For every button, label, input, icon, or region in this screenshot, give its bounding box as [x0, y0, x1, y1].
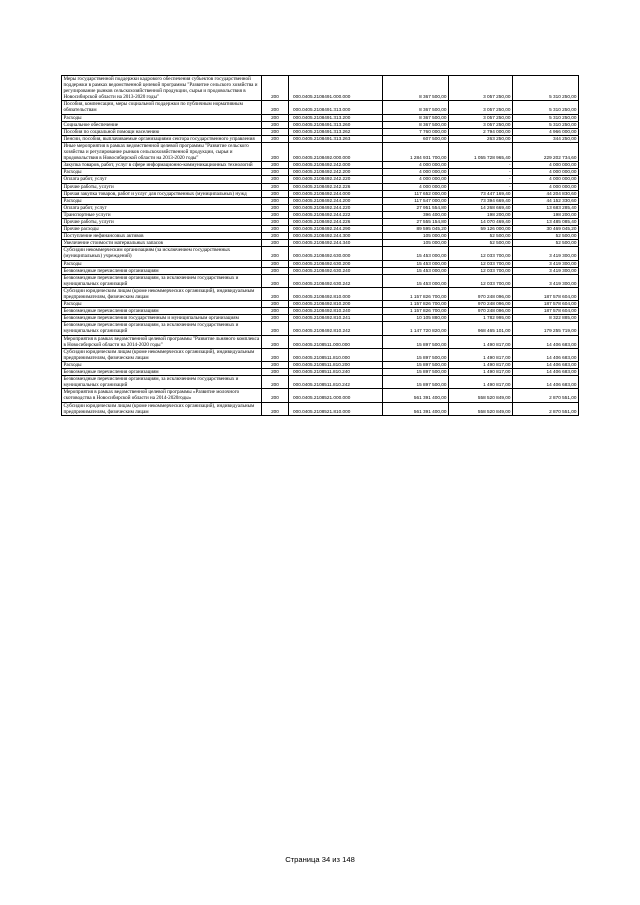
- row-classification-code-cell: 000.0405.2108491.313.200: [289, 114, 383, 121]
- table-row: [62, 361, 579, 368]
- row-executed-amount-cell: 968 465 101,00: [449, 322, 513, 335]
- row-executed-amount-cell: 263 250,00: [449, 135, 513, 142]
- row-classification-code-cell: 000.0405.2108492.000.000: [289, 142, 383, 161]
- row-executed-amount-cell: 73 447 169,40: [449, 190, 513, 197]
- row-classification-code-cell: 000.0405.2108492.244.000: [289, 190, 383, 197]
- row-code-cell: 200: [262, 240, 289, 247]
- row-classification-code-cell: 000.0405.2108521.810.000: [289, 402, 383, 415]
- row-name-cell: Прочие работы, услуги: [62, 183, 262, 190]
- row-approved-amount-cell: 15 453 000,00: [383, 260, 449, 267]
- row-unexecuted-amount-cell: 3 419 300,00: [513, 260, 579, 267]
- row-unexecuted-amount-cell: 5 310 250,00: [513, 101, 579, 114]
- row-code-cell: 200: [262, 190, 289, 197]
- budget-execution-table: [61, 75, 579, 416]
- row-executed-amount-cell: -: [449, 183, 513, 190]
- row-executed-amount-cell: 12 033 700,00: [449, 267, 513, 274]
- row-name-cell: Расходы: [62, 301, 262, 308]
- row-name-cell: Безвозмездные перечисления государственным и муниципальным организациям: [62, 315, 262, 322]
- row-name-cell: Субсидии юридическим лицам (кроме некоммерческих организаций), индивидуальным предпринимателям, физическим лицам: [62, 402, 262, 415]
- row-code-cell: 200: [262, 287, 289, 300]
- row-code-cell: 200: [262, 114, 289, 121]
- row-code-cell: 200: [262, 335, 289, 348]
- row-code-cell: 200: [262, 361, 289, 368]
- row-unexecuted-amount-cell: 8 322 885,00: [513, 315, 579, 322]
- table-row: [62, 267, 579, 274]
- row-executed-amount-cell: 970 248 096,00: [449, 308, 513, 315]
- table-row: [62, 274, 579, 287]
- table-row: [62, 204, 579, 211]
- row-approved-amount-cell: 117 652 000,00: [383, 190, 449, 197]
- row-classification-code-cell: 000.0405.2108492.630.000: [289, 247, 383, 260]
- row-approved-amount-cell: 1 284 931 700,00: [383, 142, 449, 161]
- row-executed-amount-cell: 1 490 817,00: [449, 376, 513, 389]
- row-code-cell: 200: [262, 274, 289, 287]
- table-row: [62, 101, 579, 114]
- row-name-cell: Расходы: [62, 197, 262, 204]
- row-classification-code-cell: 000.0405.2108492.242.200: [289, 169, 383, 176]
- row-unexecuted-amount-cell: 187 578 604,00: [513, 301, 579, 308]
- table-row: [62, 233, 579, 240]
- row-name-cell: Безвозмездные перечисления организациям: [62, 308, 262, 315]
- row-unexecuted-amount-cell: 2 870 551,00: [513, 402, 579, 415]
- row-code-cell: 200: [262, 183, 289, 190]
- row-approved-amount-cell: 27 555 154,80: [383, 218, 449, 225]
- row-code-cell: 200: [262, 204, 289, 211]
- table-row: [62, 114, 579, 121]
- row-approved-amount-cell: 15 453 000,00: [383, 274, 449, 287]
- row-classification-code-cell: 000.0405.2108511.810.200: [289, 361, 383, 368]
- row-unexecuted-amount-cell: 4 966 000,00: [513, 128, 579, 135]
- row-executed-amount-cell: -: [449, 169, 513, 176]
- table-row: [62, 301, 579, 308]
- row-code-cell: 200: [262, 121, 289, 128]
- row-code-cell: 200: [262, 128, 289, 135]
- row-name-cell: Поступление нефинансовых активов: [62, 233, 262, 240]
- row-code-cell: 200: [262, 247, 289, 260]
- row-unexecuted-amount-cell: 5 310 250,00: [513, 114, 579, 121]
- row-unexecuted-amount-cell: 4 000 000,00: [513, 176, 579, 183]
- row-executed-amount-cell: 3 057 250,00: [449, 76, 513, 101]
- table-row: [62, 183, 579, 190]
- row-code-cell: 200: [262, 176, 289, 183]
- row-classification-code-cell: 000.0405.2108492.810.000: [289, 287, 383, 300]
- row-unexecuted-amount-cell: 4 000 000,00: [513, 162, 579, 169]
- row-approved-amount-cell: 105 000,00: [383, 233, 449, 240]
- row-name-cell: Прочая закупка товаров, работ и услуг для государственных (муниципальных) нужд: [62, 190, 262, 197]
- table-row: [62, 226, 579, 233]
- row-name-cell: Социальное обеспечение: [62, 121, 262, 128]
- row-approved-amount-cell: 8 367 500,00: [383, 121, 449, 128]
- row-approved-amount-cell: 4 000 000,00: [383, 162, 449, 169]
- row-classification-code-cell: 000.0405.2108492.244.300: [289, 233, 383, 240]
- table-row: [62, 197, 579, 204]
- table-row: [62, 287, 579, 300]
- row-executed-amount-cell: 59 126 000,00: [449, 226, 513, 233]
- row-approved-amount-cell: 105 000,00: [383, 240, 449, 247]
- row-executed-amount-cell: 1 490 817,00: [449, 335, 513, 348]
- row-approved-amount-cell: 396 400,00: [383, 211, 449, 218]
- row-name-cell: Субсидии юридическим лицам (кроме некоммерческих организаций), индивидуальным предпринимателям, физическим лицам: [62, 287, 262, 300]
- row-unexecuted-amount-cell: 5 310 250,00: [513, 121, 579, 128]
- row-classification-code-cell: 000.0405.2108492.242.226: [289, 183, 383, 190]
- row-name-cell: Прочие расходы: [62, 226, 262, 233]
- row-classification-code-cell: 000.0405.2108492.242.000: [289, 162, 383, 169]
- row-classification-code-cell: 000.0405.2108492.810.241: [289, 315, 383, 322]
- row-executed-amount-cell: 52 500,00: [449, 233, 513, 240]
- row-unexecuted-amount-cell: 3 419 300,00: [513, 247, 579, 260]
- row-approved-amount-cell: 561 391 400,00: [383, 389, 449, 402]
- row-classification-code-cell: 000.0405.2108511.810.242: [289, 376, 383, 389]
- budget-table-page: [61, 75, 578, 416]
- row-unexecuted-amount-cell: 179 255 719,00: [513, 322, 579, 335]
- row-executed-amount-cell: 1 490 817,00: [449, 348, 513, 361]
- row-name-cell: Прочие работы, услуги: [62, 218, 262, 225]
- row-code-cell: 200: [262, 101, 289, 114]
- row-classification-code-cell: 000.0405.2108491.313.262: [289, 128, 383, 135]
- table-row: [62, 247, 579, 260]
- row-code-cell: 200: [262, 76, 289, 101]
- row-unexecuted-amount-cell: 13 683 285,40: [513, 204, 579, 211]
- row-name-cell: Безвозмездные перечисления организациям: [62, 369, 262, 376]
- row-executed-amount-cell: 1 782 995,00: [449, 315, 513, 322]
- row-classification-code-cell: 000.0405.2108492.810.242: [289, 322, 383, 335]
- row-classification-code-cell: 000.0405.2108492.244.290: [289, 226, 383, 233]
- row-approved-amount-cell: 1 157 826 700,00: [383, 301, 449, 308]
- table-body: [62, 76, 579, 416]
- table-row: [62, 240, 579, 247]
- row-classification-code-cell: 000.0405.2108491.000.000: [289, 76, 383, 101]
- row-unexecuted-amount-cell: 187 578 604,00: [513, 287, 579, 300]
- row-executed-amount-cell: 1 055 728 965,40: [449, 142, 513, 161]
- row-code-cell: 200: [262, 369, 289, 376]
- row-unexecuted-amount-cell: 344 250,00: [513, 135, 579, 142]
- row-classification-code-cell: 000.0405.2108491.313.000: [289, 101, 383, 114]
- row-name-cell: Расходы: [62, 169, 262, 176]
- row-unexecuted-amount-cell: 5 310 250,00: [513, 76, 579, 101]
- row-executed-amount-cell: 14 070 469,40: [449, 218, 513, 225]
- row-name-cell: Закупка товаров, работ, услуг в сфере информационно-коммуникационных технологий: [62, 162, 262, 169]
- row-code-cell: 200: [262, 260, 289, 267]
- row-name-cell: Оплата работ, услуг: [62, 204, 262, 211]
- row-unexecuted-amount-cell: 198 200,00: [513, 211, 579, 218]
- row-code-cell: 200: [262, 315, 289, 322]
- row-classification-code-cell: 000.0405.2108492.810.240: [289, 308, 383, 315]
- row-approved-amount-cell: 7 760 000,00: [383, 128, 449, 135]
- table-row: [62, 142, 579, 161]
- row-unexecuted-amount-cell: 4 000 000,00: [513, 183, 579, 190]
- table-row: [62, 322, 579, 335]
- table-row: [62, 128, 579, 135]
- row-code-cell: 200: [262, 267, 289, 274]
- row-classification-code-cell: 000.0405.2108492.242.220: [289, 176, 383, 183]
- row-name-cell: Иные мероприятия в рамках ведомственной целевой программы "Развитие сельского хозяйства и регулирование рынков сельскохозяйственной продукции, сырья и продовольствия в Новосибирской области на 2013-2020 годы": [62, 142, 262, 161]
- row-approved-amount-cell: 1 157 826 700,00: [383, 287, 449, 300]
- row-name-cell: Субсидии некоммерческим организациям (за исключением государственных (муниципальных) учреждений): [62, 247, 262, 260]
- table-row: [62, 190, 579, 197]
- row-executed-amount-cell: 73 394 669,40: [449, 197, 513, 204]
- row-classification-code-cell: 000.0405.2108511.810.000: [289, 348, 383, 361]
- row-code-cell: 200: [262, 169, 289, 176]
- row-unexecuted-amount-cell: 187 578 604,00: [513, 308, 579, 315]
- row-code-cell: 200: [262, 211, 289, 218]
- row-classification-code-cell: 000.0405.2108492.244.340: [289, 240, 383, 247]
- row-executed-amount-cell: 52 500,00: [449, 240, 513, 247]
- row-approved-amount-cell: 15 453 000,00: [383, 247, 449, 260]
- row-name-cell: Расходы: [62, 361, 262, 368]
- row-code-cell: 200: [262, 389, 289, 402]
- row-code-cell: 200: [262, 348, 289, 361]
- table-row: [62, 369, 579, 376]
- table-row: [62, 76, 579, 101]
- row-executed-amount-cell: 12 033 700,00: [449, 247, 513, 260]
- row-unexecuted-amount-cell: 14 406 683,00: [513, 376, 579, 389]
- table-row: [62, 376, 579, 389]
- row-executed-amount-cell: 1 490 817,00: [449, 369, 513, 376]
- row-unexecuted-amount-cell: 30 469 045,20: [513, 226, 579, 233]
- row-unexecuted-amount-cell: 14 406 683,00: [513, 361, 579, 368]
- row-name-cell: Пособия по социальной помощи населению: [62, 128, 262, 135]
- row-approved-amount-cell: 10 105 880,00: [383, 315, 449, 322]
- row-unexecuted-amount-cell: 2 870 551,00: [513, 389, 579, 402]
- row-code-cell: 200: [262, 135, 289, 142]
- row-code-cell: 200: [262, 308, 289, 315]
- row-unexecuted-amount-cell: 52 500,00: [513, 240, 579, 247]
- row-name-cell: Мероприятия в рамках ведомственной целевой программы «Развитие молочного скотоводства в Новосибирской области на 2014-2020годы»: [62, 389, 262, 402]
- row-code-cell: 200: [262, 142, 289, 161]
- row-approved-amount-cell: 15 897 500,00: [383, 348, 449, 361]
- table-row: [62, 389, 579, 402]
- row-classification-code-cell: 000.0405.2108492.630.242: [289, 274, 383, 287]
- row-approved-amount-cell: 4 000 000,00: [383, 169, 449, 176]
- table-row: [62, 211, 579, 218]
- row-approved-amount-cell: 15 453 000,00: [383, 267, 449, 274]
- row-code-cell: 200: [262, 197, 289, 204]
- table-row: [62, 335, 579, 348]
- row-unexecuted-amount-cell: 4 000 000,00: [513, 169, 579, 176]
- row-classification-code-cell: 000.0405.2108511.000.000: [289, 335, 383, 348]
- row-approved-amount-cell: 15 897 500,00: [383, 361, 449, 368]
- row-executed-amount-cell: 558 520 849,00: [449, 402, 513, 415]
- row-unexecuted-amount-cell: 229 202 734,60: [513, 142, 579, 161]
- row-approved-amount-cell: 27 951 554,80: [383, 204, 449, 211]
- row-unexecuted-amount-cell: 44 152 330,60: [513, 197, 579, 204]
- row-approved-amount-cell: 4 000 000,00: [383, 183, 449, 190]
- table-row: [62, 308, 579, 315]
- row-approved-amount-cell: 15 897 500,00: [383, 376, 449, 389]
- table-row: [62, 260, 579, 267]
- row-approved-amount-cell: 8 367 500,00: [383, 76, 449, 101]
- row-classification-code-cell: 000.0405.2108492.244.200: [289, 197, 383, 204]
- row-code-cell: 200: [262, 301, 289, 308]
- row-executed-amount-cell: 1 490 817,00: [449, 361, 513, 368]
- row-name-cell: Субсидии юридическим лицам (кроме некоммерческих организаций), индивидуальным предпринимателям, физическим лицам: [62, 348, 262, 361]
- row-code-cell: 200: [262, 322, 289, 335]
- row-approved-amount-cell: 15 897 500,00: [383, 335, 449, 348]
- row-approved-amount-cell: 8 367 500,00: [383, 114, 449, 121]
- row-classification-code-cell: 000.0405.2108492.244.220: [289, 204, 383, 211]
- row-classification-code-cell: 000.0405.2108492.244.222: [289, 211, 383, 218]
- row-code-cell: 200: [262, 226, 289, 233]
- row-executed-amount-cell: -: [449, 176, 513, 183]
- row-unexecuted-amount-cell: 14 406 683,00: [513, 335, 579, 348]
- row-classification-code-cell: 000.0405.2108492.630.240: [289, 267, 383, 274]
- row-classification-code-cell: 000.0405.2108492.630.200: [289, 260, 383, 267]
- row-approved-amount-cell: 117 547 000,00: [383, 197, 449, 204]
- row-name-cell: Расходы: [62, 114, 262, 121]
- row-unexecuted-amount-cell: 3 419 300,00: [513, 274, 579, 287]
- row-name-cell: Оплата работ, услуг: [62, 176, 262, 183]
- row-name-cell: Пенсии, пособия, выплачиваемые организациями сектора государственного управления: [62, 135, 262, 142]
- table-row: [62, 218, 579, 225]
- row-classification-code-cell: 000.0405.2108521.000.000: [289, 389, 383, 402]
- row-executed-amount-cell: 3 057 250,00: [449, 114, 513, 121]
- row-executed-amount-cell: 2 794 000,00: [449, 128, 513, 135]
- row-unexecuted-amount-cell: 44 204 830,60: [513, 190, 579, 197]
- row-approved-amount-cell: 607 500,00: [383, 135, 449, 142]
- row-approved-amount-cell: 1 157 826 700,00: [383, 308, 449, 315]
- row-classification-code-cell: 000.0405.2108492.810.200: [289, 301, 383, 308]
- row-unexecuted-amount-cell: 52 500,00: [513, 233, 579, 240]
- row-approved-amount-cell: 15 897 500,00: [383, 369, 449, 376]
- row-code-cell: 200: [262, 162, 289, 169]
- table-row: [62, 121, 579, 128]
- row-name-cell: Безвозмездные перечисления организациям, за исключением государственных и муниципальных организаций: [62, 376, 262, 389]
- row-name-cell: Транспортные услуги: [62, 211, 262, 218]
- table-row: [62, 176, 579, 183]
- row-name-cell: Меры государственной поддержки кадрового обеспечения субъектов государственной поддержки в рамках ведомственной целевой программы "Развитие сельского хозяйства и регулирование рынков сельскохозяйственной продукции, сырья и продовольствия в Новосибирской области на 2013-2020 годы": [62, 76, 262, 101]
- row-approved-amount-cell: 1 147 720 820,00: [383, 322, 449, 335]
- row-executed-amount-cell: 3 057 250,00: [449, 121, 513, 128]
- row-name-cell: Безвозмездные перечисления организациям, за исключением государственных и муниципальных организаций: [62, 322, 262, 335]
- table-row: [62, 135, 579, 142]
- row-code-cell: 200: [262, 376, 289, 389]
- row-name-cell: Увеличение стоимости материальных запасов: [62, 240, 262, 247]
- row-name-cell: Мероприятия в рамках ведомственной целевой программы "Развитие льняного комплекса в Новосибирской области на 2014-2020 годы": [62, 335, 262, 348]
- row-executed-amount-cell: 970 248 096,00: [449, 287, 513, 300]
- row-executed-amount-cell: 3 057 250,00: [449, 101, 513, 114]
- row-code-cell: 200: [262, 233, 289, 240]
- row-name-cell: Расходы: [62, 260, 262, 267]
- table-row: [62, 402, 579, 415]
- row-approved-amount-cell: 4 000 000,00: [383, 176, 449, 183]
- row-approved-amount-cell: 8 367 500,00: [383, 101, 449, 114]
- row-executed-amount-cell: 198 200,00: [449, 211, 513, 218]
- row-name-cell: Безвозмездные перечисления организациям, за исключением государственных и муниципальных организаций: [62, 274, 262, 287]
- table-row: [62, 315, 579, 322]
- row-name-cell: Пособия, компенсации, меры социальной поддержки по публичным нормативным обязательствам: [62, 101, 262, 114]
- row-executed-amount-cell: 12 033 700,00: [449, 260, 513, 267]
- row-executed-amount-cell: 12 033 700,00: [449, 274, 513, 287]
- row-executed-amount-cell: -: [449, 162, 513, 169]
- row-name-cell: Безвозмездные перечисления организациям: [62, 267, 262, 274]
- row-code-cell: 200: [262, 402, 289, 415]
- row-classification-code-cell: 000.0405.2108492.244.226: [289, 218, 383, 225]
- row-unexecuted-amount-cell: 13 485 085,40: [513, 218, 579, 225]
- row-approved-amount-cell: 561 391 400,00: [383, 402, 449, 415]
- row-approved-amount-cell: 89 595 045,20: [383, 226, 449, 233]
- table-row: [62, 162, 579, 169]
- row-classification-code-cell: 000.0405.2108491.313.263: [289, 135, 383, 142]
- table-row: [62, 169, 579, 176]
- row-unexecuted-amount-cell: 14 406 683,00: [513, 369, 579, 376]
- row-classification-code-cell: 000.0405.2108491.313.260: [289, 121, 383, 128]
- row-unexecuted-amount-cell: 14 406 683,00: [513, 348, 579, 361]
- row-executed-amount-cell: 558 520 849,00: [449, 389, 513, 402]
- table-row: [62, 348, 579, 361]
- row-code-cell: 200: [262, 218, 289, 225]
- row-unexecuted-amount-cell: 3 419 300,00: [513, 267, 579, 274]
- row-executed-amount-cell: 970 248 096,00: [449, 301, 513, 308]
- row-executed-amount-cell: 14 268 669,40: [449, 204, 513, 211]
- page-number: Страница 34 из 148: [285, 855, 355, 864]
- row-classification-code-cell: 000.0405.2108511.810.240: [289, 369, 383, 376]
